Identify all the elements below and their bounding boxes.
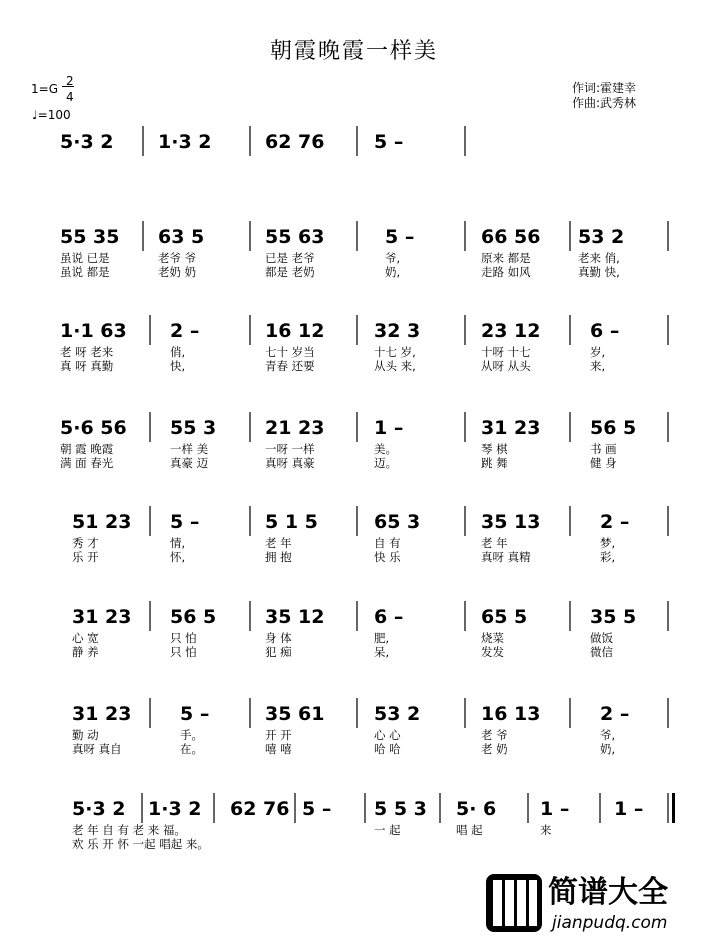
note-measure: 55 35 <box>60 226 120 248</box>
lyric-verse-2: 真呀 真豪 <box>265 456 315 470</box>
note-measure: 63 5 <box>158 226 205 248</box>
site-logo <box>486 870 704 936</box>
lyric-verse-1: 老 年 自 有 老 来 福。 <box>72 823 186 837</box>
lyric-verse-1: 肥, <box>374 631 390 645</box>
lyric-verse-1: 爷, <box>385 251 401 265</box>
lyric-verse-2: 在。 <box>180 742 203 756</box>
note-measure: 56 5 <box>590 417 637 439</box>
logo-url: jianpudq.com <box>552 913 668 933</box>
note-measure: 2 – <box>170 320 200 342</box>
lyric-verse-1: 朝 霞 晚霞 <box>60 442 114 456</box>
lyric-verse-2: 真勤 快, <box>578 265 620 279</box>
lyric-verse-1: 老爷 爷 <box>158 251 197 265</box>
lyric-verse-1: 身 体 <box>265 631 292 645</box>
lyric-verse-2: 犯 痴 <box>265 645 292 659</box>
piano-keys-icon <box>486 874 542 932</box>
tempo-value: =100 <box>37 108 71 122</box>
lyric-verse-1: 开 开 <box>265 728 292 742</box>
lyric-verse-2: 走路 如风 <box>481 265 531 279</box>
note-measure: 2 – <box>600 511 630 533</box>
note-measure: 5·3 2 <box>60 131 114 153</box>
lyric-verse-1: 老 年 <box>481 536 508 550</box>
lyric-verse-2: 来, <box>590 359 606 373</box>
lyric-verse-2: 青春 还要 <box>265 359 315 373</box>
lyric-verse-1: 只 怕 <box>170 631 197 645</box>
note-measure: 66 56 <box>481 226 541 248</box>
note-measure: 5 – <box>170 511 200 533</box>
note-measure: 35 13 <box>481 511 541 533</box>
note-measure: 6 – <box>374 606 404 628</box>
lyric-verse-1: 老来 俏, <box>578 251 620 265</box>
note-measure: 65 5 <box>481 606 528 628</box>
note-measure: 5 – <box>180 703 210 725</box>
quarter-note-icon: ♩ <box>32 108 38 122</box>
lyric-verse-2: 发发 <box>481 645 504 659</box>
lyric-verse-2: 微信 <box>590 645 613 659</box>
lyric-verse-1: 老 爷 <box>481 728 508 742</box>
note-measure: 51 23 <box>72 511 132 533</box>
lyric-verse-1: 一 起 <box>374 823 401 837</box>
note-measure: 32 3 <box>374 320 421 342</box>
note-measure: 1 – <box>614 798 644 820</box>
lyric-verse-2: 快, <box>170 359 186 373</box>
lyricist-credit: 作词:霍建幸 <box>572 81 637 95</box>
lyric-verse-1: 十呀 十七 <box>481 345 531 359</box>
lyric-verse-1: 已是 老爷 <box>265 251 315 265</box>
note-measure: 1 – <box>374 417 404 439</box>
lyric-verse-2: 跳 舞 <box>481 456 508 470</box>
lyric-verse-1: 自 有 <box>374 536 401 550</box>
note-measure: 53 2 <box>578 226 625 248</box>
note-measure: 1 – <box>540 798 570 820</box>
lyric-verse-1: 做饭 <box>590 631 613 645</box>
lyric-verse-1: 美。 <box>374 442 397 456</box>
lyric-verse-2: 快 乐 <box>374 550 401 564</box>
note-measure: 1·3 2 <box>148 798 202 820</box>
note-measure: 6 – <box>590 320 620 342</box>
note-measure: 2 – <box>600 703 630 725</box>
lyric-verse-1: 心 心 <box>374 728 401 742</box>
lyric-verse-1: 七十 岁当 <box>265 345 315 359</box>
lyric-verse-2: 真豪 迈 <box>170 456 209 470</box>
lyric-verse-2: 奶, <box>600 742 616 756</box>
time-signature-bottom: 4 <box>66 90 74 104</box>
lyric-verse-2: 满 面 春光 <box>60 456 114 470</box>
lyric-verse-2: 老奶 奶 <box>158 265 197 279</box>
lyric-verse-2: 怀, <box>170 550 186 564</box>
lyric-verse-1: 烧菜 <box>481 631 504 645</box>
note-measure: 5 – <box>302 798 332 820</box>
lyric-verse-1: 虽说 已是 <box>60 251 110 265</box>
note-measure: 35 5 <box>590 606 637 628</box>
lyric-verse-1: 唱 起 <box>456 823 483 837</box>
final-bar-line <box>672 793 675 823</box>
lyric-verse-1: 手。 <box>180 728 203 742</box>
lyric-verse-1: 来 <box>540 823 552 837</box>
lyric-verse-1: 情, <box>170 536 186 550</box>
lyric-verse-2: 哈 哈 <box>374 742 401 756</box>
lyric-verse-2: 虽说 都是 <box>60 265 110 279</box>
lyric-verse-2: 真呀 真精 <box>481 550 531 564</box>
lyric-verse-2: 欢 乐 开 怀 一起 唱起 来。 <box>72 837 209 851</box>
song-title: 朝霞晚霞一样美 <box>269 39 438 64</box>
lyric-verse-1: 秀 才 <box>72 536 99 550</box>
time-signature-top: 2 <box>66 74 74 88</box>
note-measure: 23 12 <box>481 320 541 342</box>
lyric-verse-1: 爷, <box>600 728 616 742</box>
lyric-verse-1: 书 画 <box>590 442 617 456</box>
note-measure: 5· 6 <box>456 798 497 820</box>
lyric-verse-1: 一样 美 <box>170 442 209 456</box>
note-measure: 31 23 <box>72 606 132 628</box>
lyric-verse-2: 只 怕 <box>170 645 197 659</box>
lyric-verse-1: 岁, <box>590 345 606 359</box>
lyric-verse-1: 一呀 一样 <box>265 442 315 456</box>
note-measure: 16 12 <box>265 320 325 342</box>
composer-credit: 作曲:武秀林 <box>572 96 637 110</box>
lyric-verse-1: 俏, <box>170 345 186 359</box>
note-measure: 5 5 3 <box>374 798 427 820</box>
note-measure: 5 – <box>385 226 415 248</box>
lyric-verse-2: 都是 老奶 <box>265 265 315 279</box>
note-measure: 65 3 <box>374 511 421 533</box>
lyric-verse-1: 梦, <box>600 536 616 550</box>
note-measure: 31 23 <box>481 417 541 439</box>
lyric-verse-2: 奶, <box>385 265 401 279</box>
note-measure: 5 – <box>374 131 404 153</box>
note-measure: 31 23 <box>72 703 132 725</box>
lyric-verse-2: 老 奶 <box>481 742 508 756</box>
note-measure: 5·3 2 <box>72 798 126 820</box>
lyric-verse-1: 心 宽 <box>72 631 99 645</box>
note-measure: 62 76 <box>265 131 325 153</box>
note-measure: 62 76 <box>230 798 290 820</box>
note-measure: 5·6 56 <box>60 417 127 439</box>
note-measure: 5 1 5 <box>265 511 318 533</box>
note-measure: 55 63 <box>265 226 325 248</box>
lyric-verse-2: 拥 抱 <box>265 550 292 564</box>
note-measure: 21 23 <box>265 417 325 439</box>
lyric-verse-2: 真呀 真自 <box>72 742 122 756</box>
note-measure: 56 5 <box>170 606 217 628</box>
lyric-verse-1: 老 呀 老来 <box>60 345 114 359</box>
lyric-verse-2: 彩, <box>600 550 616 564</box>
lyric-verse-1: 勤 动 <box>72 728 99 742</box>
lyric-verse-1: 原来 都是 <box>481 251 531 265</box>
note-measure: 53 2 <box>374 703 421 725</box>
lyric-verse-2: 健 身 <box>590 456 617 470</box>
lyric-verse-2: 呆, <box>374 645 390 659</box>
lyric-verse-1: 十七 岁, <box>374 345 416 359</box>
note-measure: 1·3 2 <box>158 131 212 153</box>
logo-text: 简谱大全 <box>548 875 668 910</box>
lyric-verse-2: 嘻 嘻 <box>265 742 292 756</box>
lyric-verse-1: 老 年 <box>265 536 292 550</box>
lyric-verse-2: 乐 开 <box>72 550 99 564</box>
note-measure: 35 12 <box>265 606 325 628</box>
note-measure: 35 61 <box>265 703 325 725</box>
lyric-verse-2: 真 呀 真勤 <box>60 359 114 373</box>
key-signature: 1=G <box>31 82 58 96</box>
lyric-verse-1: 琴 棋 <box>481 442 508 456</box>
lyric-verse-2: 从头 来, <box>374 359 416 373</box>
lyric-verse-2: 从呀 从头 <box>481 359 531 373</box>
note-measure: 1·1 63 <box>60 320 127 342</box>
note-measure: 16 13 <box>481 703 541 725</box>
lyric-verse-2: 迈。 <box>374 456 397 470</box>
lyric-verse-2: 静 养 <box>72 645 99 659</box>
note-measure: 55 3 <box>170 417 217 439</box>
